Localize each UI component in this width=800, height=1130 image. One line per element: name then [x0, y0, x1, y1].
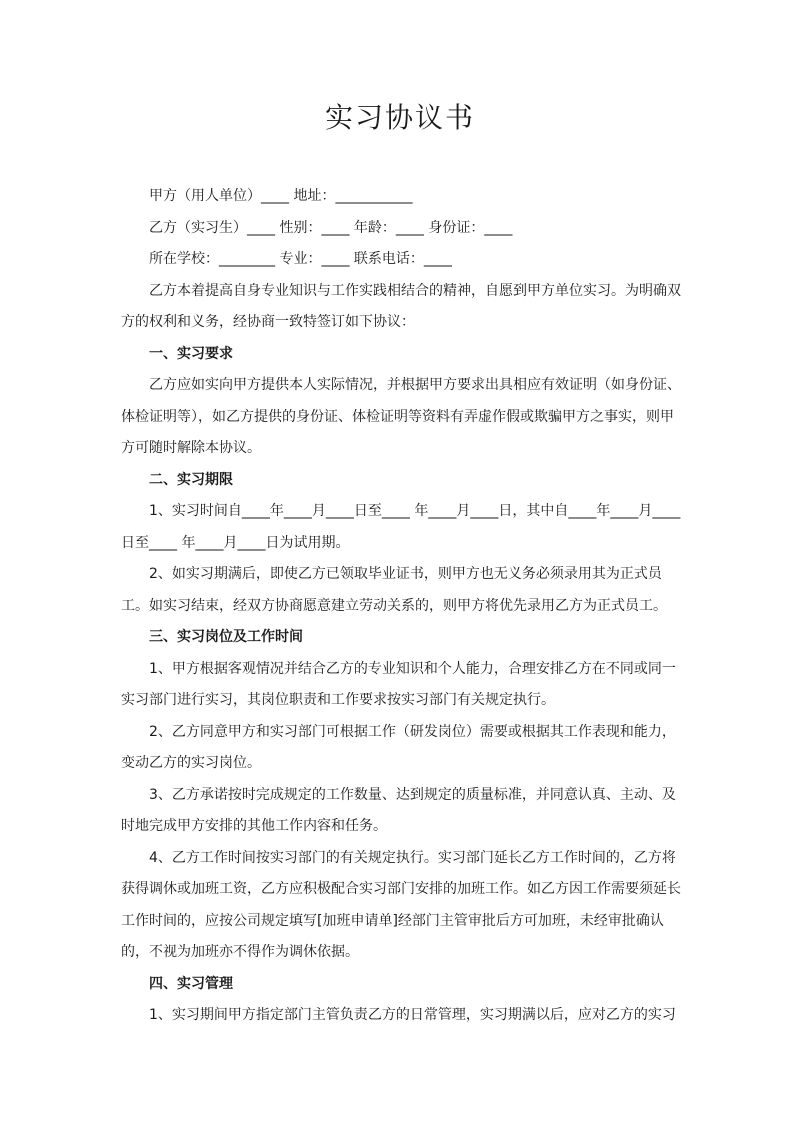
section-paragraph: 1、实习时间自____年____月____日至____ 年____月____日，其中自____年____月____日至____ 年____月____日为试用期。 [121, 503, 681, 551]
party-b-line: 乙方（实习生）____ 性别：____ 年龄：____ 身份证：____ [149, 219, 513, 236]
document-body [121, 181, 686, 1032]
section-heading: 二、实习期限 [149, 471, 233, 488]
section-heading: 一、实习要求 [149, 345, 233, 362]
section-heading: 四、实习管理 [149, 975, 233, 992]
section-paragraph: 2、乙方同意甲方和实习部门可根据工作（研发岗位）需要或根据其工作表现和能力，变动乙方的实习岗位。 [121, 723, 676, 771]
party-a-line: 甲方（用人单位）____ 地址：___________ [149, 188, 413, 204]
document-title: 实习协议书 [324, 101, 475, 134]
preamble-paragraph: 乙方本着提高自身专业知识与工作实践相结合的精神，自愿到甲方单位实习。为明确双方的权利和义务，经协商一致特签订如下协议： [121, 282, 681, 330]
section-paragraph: 乙方应如实向甲方提供本人实际情况，并根据甲方要求出具相应有效证明（如身份证、体检证明等），如乙方提供的身份证、体检证明等资料有弄虚作假或欺骗甲方之事实，则甲方可随时解除本协议。 [121, 377, 681, 456]
section-paragraph: 4、乙方工作时间按实习部门的有关规定执行。实习部门延长乙方工作时间的，乙方将获得调休或加班工资，乙方应积极配合实习部门安排的加班工作。如乙方因工作需要须延长工作时间的，应按公司规定填写[加班申请单]经部门主管审批后方可加班，未经审批确认的，不视为加班亦不得作为调休依据。 [121, 849, 681, 960]
section-paragraph: 3、乙方承诺按时完成规定的工作数量、达到规定的质量标准，并同意认真、主动、及时地完成甲方安排的其他工作内容和任务。 [121, 786, 676, 834]
section-paragraph: 1、实习期间甲方指定部门主管负责乙方的日常管理，实习期满以后，应对乙方的实习 [149, 1007, 676, 1023]
school-line: 所在学校：________ 专业：____ 联系电话：____ [149, 251, 452, 267]
section-paragraph: 2、如实习期满后，即使乙方已领取毕业证书，则甲方也无义务必须录用其为正式员工。如实习结束，经双方协商愿意建立劳动关系的，则甲方将优先录用乙方为正式员工。 [121, 566, 667, 614]
section-heading: 三、实习岗位及工作时间 [149, 629, 303, 645]
section-paragraph: 1、甲方根据客观情况并结合乙方的专业知识和个人能力，合理安排乙方在不同或同一实习部门进行实习，其岗位职责和工作要求按实习部门有关规定执行。 [121, 660, 676, 708]
